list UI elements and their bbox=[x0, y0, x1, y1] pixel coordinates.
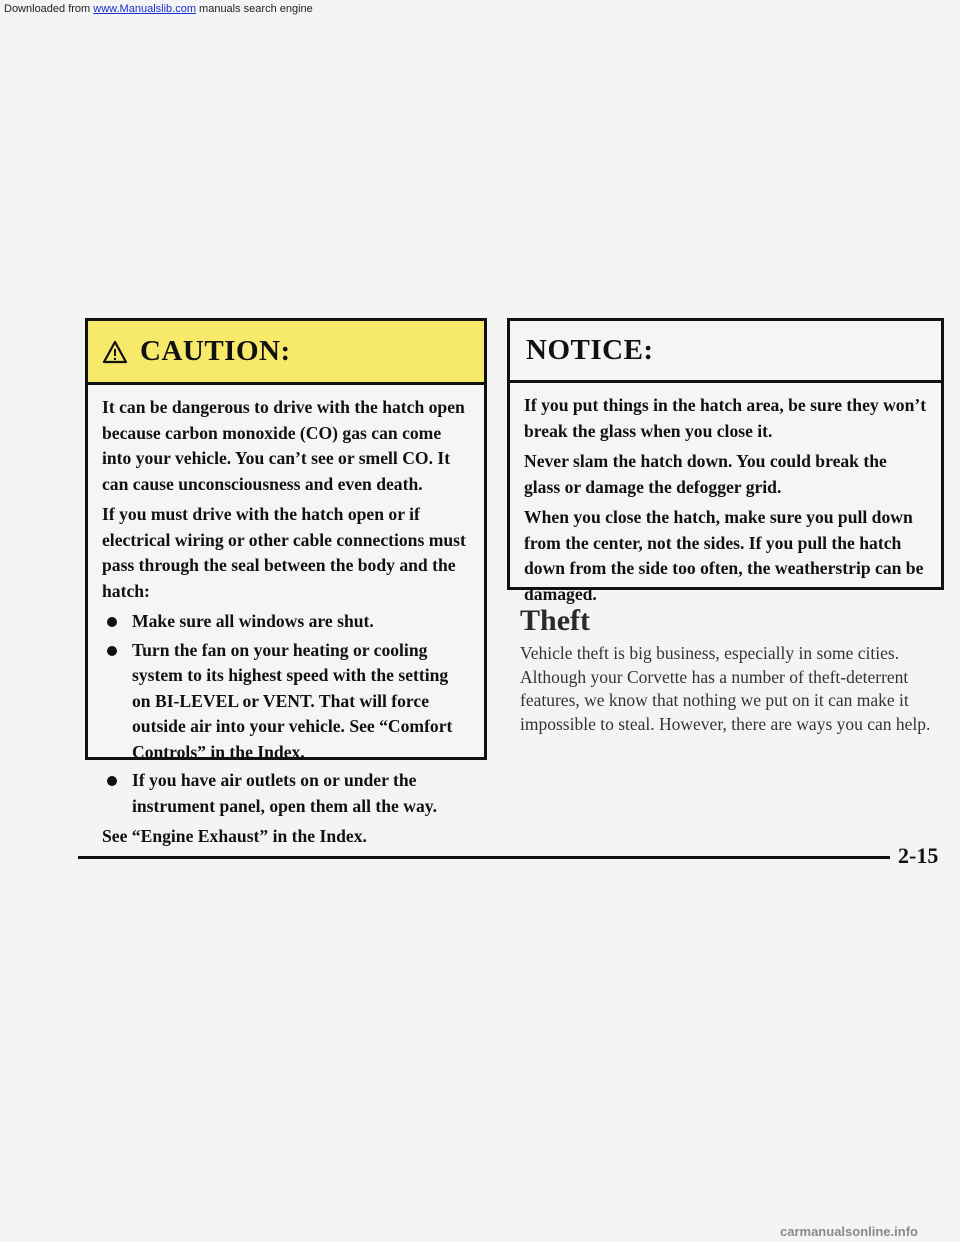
notice-paragraph: If you put things in the hatch area, be sure they won’t break the glass when you close it. bbox=[524, 395, 927, 441]
caution-box bbox=[85, 318, 487, 846]
theft-paragraph: Vehicle theft is big business, especially in some cities. Although your Corvette has a number of theft-deterrent features, we know that nothing we put on it can make it impossible to steal. However, there are ways you can help. bbox=[520, 643, 931, 734]
watermark-suffix: manuals search engine bbox=[195, 3, 313, 15]
page-number: 2-15 bbox=[898, 843, 939, 868]
notice-header bbox=[510, 321, 941, 383]
notice-box bbox=[507, 318, 944, 604]
caution-body bbox=[88, 385, 484, 850]
caution-bullet-list bbox=[102, 609, 470, 819]
caution-paragraph-1: It can be dangerous to drive with the hatch open because carbon monoxide (CO) gas can come into your vehicle. You can’t see or smell CO. It can cause unconsciousness and even death. bbox=[102, 397, 465, 494]
caution-header bbox=[88, 321, 484, 385]
notice-paragraph: When you close the hatch, make sure you pull down from the center, not the sides. If you pull the hatch down from the side too often, the weatherstrip can be damaged. bbox=[524, 507, 924, 604]
notice-paragraph: Never slam the hatch down. You could break the glass or damage the defogger grid. bbox=[524, 451, 887, 497]
warning-triangle-icon bbox=[102, 340, 128, 364]
notice-body bbox=[510, 383, 941, 607]
footer-rule bbox=[78, 856, 890, 859]
notice-title: NOTICE: bbox=[526, 334, 654, 366]
caution-bullet: Turn the fan on your heating or cooling system to its highest speed with the setting on BI-LEVEL or VENT. That will force outside air into your vehicle. See “Comfort Controls” in the Index. bbox=[102, 638, 470, 766]
manualslib-link[interactable]: www.Manualslib.com bbox=[93, 3, 196, 15]
caution-title: CAUTION: bbox=[140, 335, 291, 367]
watermark-prefix: Downloaded from bbox=[4, 3, 91, 15]
download-watermark bbox=[4, 3, 313, 15]
carmanualsonline-watermark: carmanualsonline.info bbox=[780, 1224, 918, 1239]
caution-paragraph-2: If you must drive with the hatch open or if electrical wiring or other cable connections must pass through the seal between the body and the hatch: bbox=[102, 504, 466, 601]
theft-heading: Theft bbox=[520, 604, 590, 637]
caution-bullet: Make sure all windows are shut. bbox=[102, 609, 470, 635]
caution-bullet: If you have air outlets on or under the instrument panel, open them all the way. bbox=[102, 768, 470, 819]
caution-footer: See “Engine Exhaust” in the Index. bbox=[102, 826, 367, 846]
